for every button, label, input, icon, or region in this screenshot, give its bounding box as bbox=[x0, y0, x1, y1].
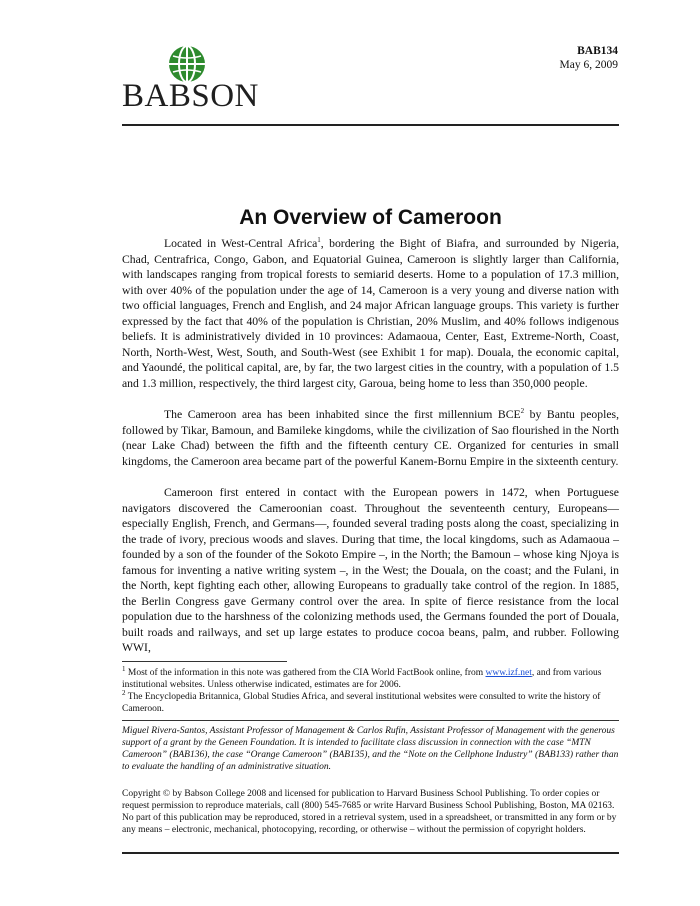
document-date: May 6, 2009 bbox=[559, 59, 618, 71]
header-rule bbox=[122, 124, 619, 126]
document-id bbox=[560, 44, 618, 72]
footnote-1: $^1$ Most of the information in this note was gathered from the CIA World FactBook online, from www.izf.net, and from various institutional websites. Unless otherwise indicated, estimates are for 2006. bbox=[122, 664, 602, 690]
paragraph-2: The Cameroon area has been inhabited since the first millennium BCE$^2$ by Bantu peoples, followed by Tikar, Bamoun, and Bamileke kingdoms, while the civilization of Sao flourished in the North (near Lake Chad) between the fifth and the fifteenth century CE. Organized for centuries in small kingdoms, the Cameroon area became part of the powerful Kanem-Bornu Empire in the sixteenth century. bbox=[122, 407, 620, 468]
izf-link[interactable]: www.izf.net bbox=[485, 668, 532, 678]
footer-rule bbox=[122, 852, 619, 854]
footnotes bbox=[122, 664, 619, 715]
page-title: An Overview of Cameroon bbox=[239, 206, 502, 229]
footnote-2: $^2$ The Encyclopedia Britannica, Global Studies Africa, and several institutional websites were consulted to write the history of Cameroon. bbox=[122, 688, 601, 714]
paragraph-3: Cameroon first entered in contact with the European powers in 1472, when Portuguese navigators discovered the Cameroonian coast. Throughout the seventeenth century, Europeans—especially English, French, and Germans—, founded several trading posts along the coast, specializing in the trade of ivory, precious woods and slaves. During that time, the local kingdoms, such as Adamaoua – founded by a son of the founder of the Sokoto Empire –, in the North; the Bamoun – whose king Njoya is famous for inventing a native writing system –, in the West; the Douala, on the coast; and the Fulani, in the North, kept fighting each other, allowing Europeans to gradually take control of the region. In 1885, the Berlin Congress gave Germany control over the area. In spite of fierce resistance from the local population due to the harshness of the colonizing methods used, the Germans founded the port of Douala, built roads and railways, and set up large estates to produce cocoa beans, palm, and rubber. Following WWI, bbox=[122, 486, 619, 654]
footnote-ref-1: 1 bbox=[317, 236, 321, 245]
document-body bbox=[122, 236, 619, 672]
footnote-ref-2: 2 bbox=[520, 407, 525, 416]
footnote-divider bbox=[122, 661, 287, 662]
authors-divider bbox=[122, 720, 619, 721]
document-code: BAB134 bbox=[577, 45, 618, 57]
logo-wordmark: BABSON bbox=[122, 78, 259, 114]
copyright-notice: Copyright © by Babson College 2008 and licensed for publication to Harvard Business School Publishing. To order copies or request permission to reproduce materials, call (800) 545-7685 or write Harvard Business School Publishing, Boston, MA 02163. No part of this publication may be reproduced, stored in a retrieval system, used in a spreadsheet, or transmitted in any form or by any means – electronic, mechanical, photocopying, recording, or otherwise – without the permission of copyright holders. bbox=[122, 789, 617, 835]
paragraph-1: Located in West-Central Africa$^1$, bordering the Bight of Biafra, and surrounded by Nigeria, Chad, Centrafrica, Congo, Gabon, and Equatorial Guinea, Cameroon is slightly larger than California, with landscapes ranging from tropical forests to semiarid deserts. Home to a population of 17.3 million, with over 40% of the population under the age of 14, Cameroon is a very young and diverse nation with two official languages, French and English, and 24 major African language groups. This variety is further expressed by the fact that 40% of the population is Christian, 20% Muslim, and 40% follows indigenous beliefs. It is administratively divided in 10 provinces: Adamaoua, Center, East, Extreme-North, Coast, North, North-West, West, South, and South-West (see Exhibit 1 for map). Douala, the economic capital, and Yaoundé, the political capital, are, by far, the two largest cities in the country, with a population of 1.5 and 1.3 million, respectively, the third largest city, Garoua, being home to less than 350,000 people. bbox=[122, 236, 619, 390]
authors-note: Miguel Rivera-Santos, Assistant Professor of Management & Carlos Rufín, Assistant Professor of Management with the generous support of a grant by the Geneen Foundation. It is intended to facilitate class discussion in connection with the case “MTN Cameroon” (BAB136), the case “Orange Cameroon” (BAB135), and the “Note on the Cellphone Industry” (BAB133) rather than to evaluate the handling of an administrative situation. bbox=[122, 726, 619, 772]
